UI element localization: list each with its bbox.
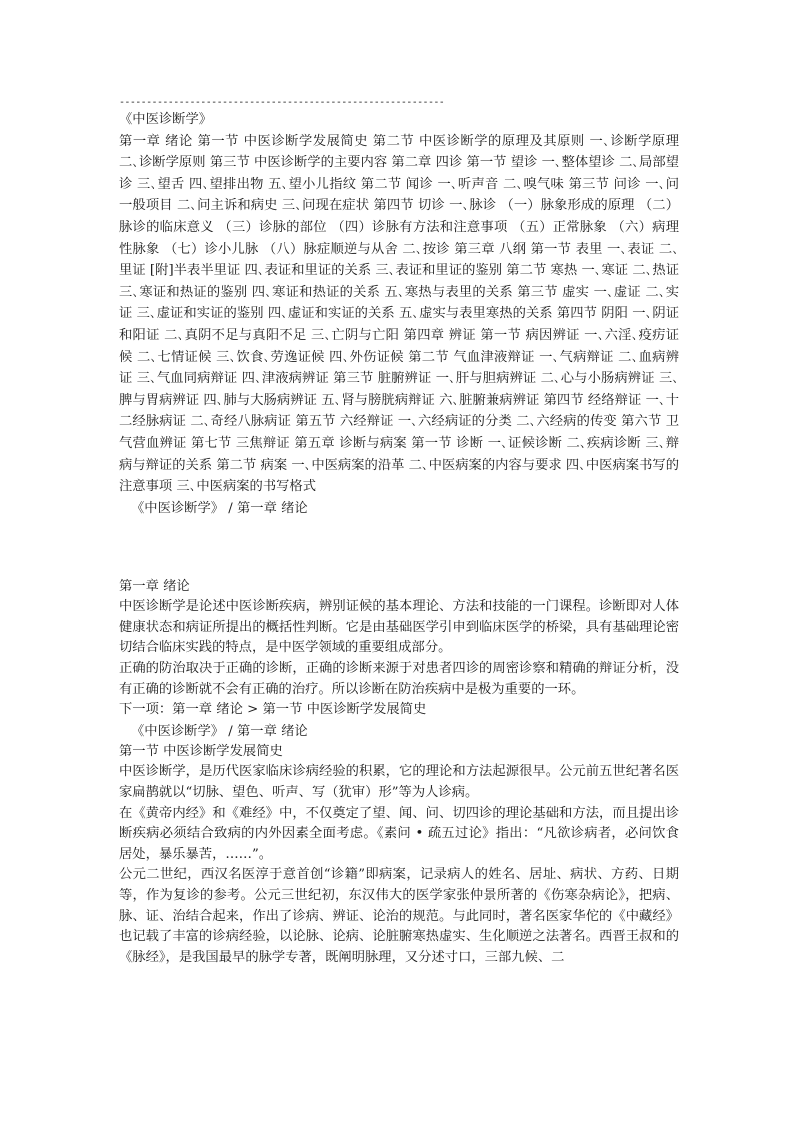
spacer: [119, 519, 679, 577]
chapter-paragraph: 中医诊断学是论述中医诊断疾病，辨别证候的基本理论、方法和技能的一门课程。诊断即对人体健康状态和病证所提出的概括性判断。它是由基础医学引申到临床医学的桥梁，具有基础理论密切结合临床实践的特点，是中医学领域的重要组成部分。: [119, 599, 679, 656]
section-paragraph: 公元二世纪，西汉名医淳于意首创“诊籍”即病案，记录病人的姓名、居址、病状、方药、日期等，作为复诊的参考。公元三世纪初，东汉伟大的医学家张仲景所著的《伤寒杂病论》，把病、脉、证、治结合起来，作出了诊病、辨证、论治的规范。与此同时，著名医家华佗的《中藏经》也记载了丰富的诊病经验，以论脉、论病、论脏腑寒热虚实、生化顺逆之法著名。西晋王叔和的《脉经》，是我国最早的脉学专著，既阐明脉理，又分述寸口，三部九候、二: [119, 867, 679, 965]
chapter-title: 第一章 绪论: [119, 578, 190, 594]
next-item-link[interactable]: 下一项：第一章 绪论 > 第一节 中医诊断学发展简史: [119, 702, 427, 718]
breadcrumb[interactable]: 《中医诊断学》 / 第一章 绪论: [131, 723, 308, 739]
chapter-paragraph: 正确的防治取决于正确的诊断，正确的诊断来源于对患者四诊的周密诊察和精确的辩证分析，没有正确的诊断就不会有正确的治疗。所以诊断在防治疾病中是极为重要的一环。: [119, 661, 679, 697]
book-title: 《中医诊断学》: [119, 112, 213, 127]
section-title: 第一节 中医诊断学发展简史: [119, 743, 283, 759]
separator-line: ------------------------------------------------------------: [119, 97, 445, 108]
document-page: [119, 96, 679, 968]
table-of-contents: 第一章 绪论 第一节 中医诊断学发展简史 第二节 中医诊断学的原理及其原则 一､诊断学原理 二､诊断学原则 第三节 中医诊断学的主要内容 第二章 四诊 第一节 望诊 一､整体望诊 二､局部望诊 三､望舌 四､望排出物 五､望小儿指纹 第二节 闻诊 一､听声音 二､嗅气味 第三节 问诊 一､问一般项目 二､问主诉和病史 三､问现在症状 第四节 切诊 一､脉诊 （一）脉象形成的原理 （二）脉诊的临床意义 （三）诊脉的部位 （四）诊脉有方法和注意事项 （五）正常脉象 （六）病理性脉象 （七）诊小儿脉 （八）脉症顺逆与从舍 二､按诊 第三章 八纲 第一节 表里 一､表证 二､里证 [附]半表半里证 四､表证和里证的关系 三､表证和里证的鉴别 第二节 寒热 一､寒证 二､热证 三､寒证和热证的鉴别 四､寒证和热证的关系 五､寒热与表里的关系 第三节 虚实 一､虚证 二､实证 三､虚证和实证的鉴别 四､虚证和实证的关系 五､虚实与表里寒热的关系 第四节 阴阳 一､阴证和阳证 二､真阴不足与真阳不足 三､亡阴与亡阳 第四章 辨证 第一节 病因辨证 一､六淫､疫疠证候 二､七情证候 三､饮食､劳逸证候 四､外伤证候 第二节 气血津液辩证 一､气病辩证 二､血病辨证 三､气血同病辩证 四､津液病辨证 第三节 脏腑辨证 一､肝与胆病辨证 二､心与小肠病辨证 三､脾与胃病辨证 四､肺与大肠病辨证 五､肾与膀胱病辩证 六､脏腑兼病辨证 第四节 经络辩证 一､十二经脉病证 二､奇经八脉病证 第五节 六经辩证 一､六经病证的分类 二､六经病的传变 第六节 卫气营血辨证 第七节 三焦辩证 第五章 诊断与病案 第一节 诊断 一､证候诊断 二､疾病诊断 三､辩病与辩证的关系 第二节 病案 一､中医病案的沿革 二､中医病案的内容与要求 四､中医病案书写的注意事项 三､中医病案的书写格式: [119, 133, 679, 495]
section-paragraph: 在《黄帝内经》和《难经》中，不仅奠定了望、闻、问、切四诊的理论基础和方法，而且提出诊断疾病必须结合致病的内外因素全面考虑。《素问 • 疏五过论》指出：“凡欲诊病者，必问饮食居处，暴乐暴苦，……”。: [119, 805, 679, 862]
section-paragraph: 中医诊断学，是历代医家临床诊病经验的积累，它的理论和方法起源很早。公元前五世纪著名医家扁鹊就以“切脉、望色、听声、写（犹审）形”等为人诊病。: [119, 764, 679, 801]
breadcrumb[interactable]: 《中医诊断学》 / 第一章 绪论: [131, 500, 308, 516]
